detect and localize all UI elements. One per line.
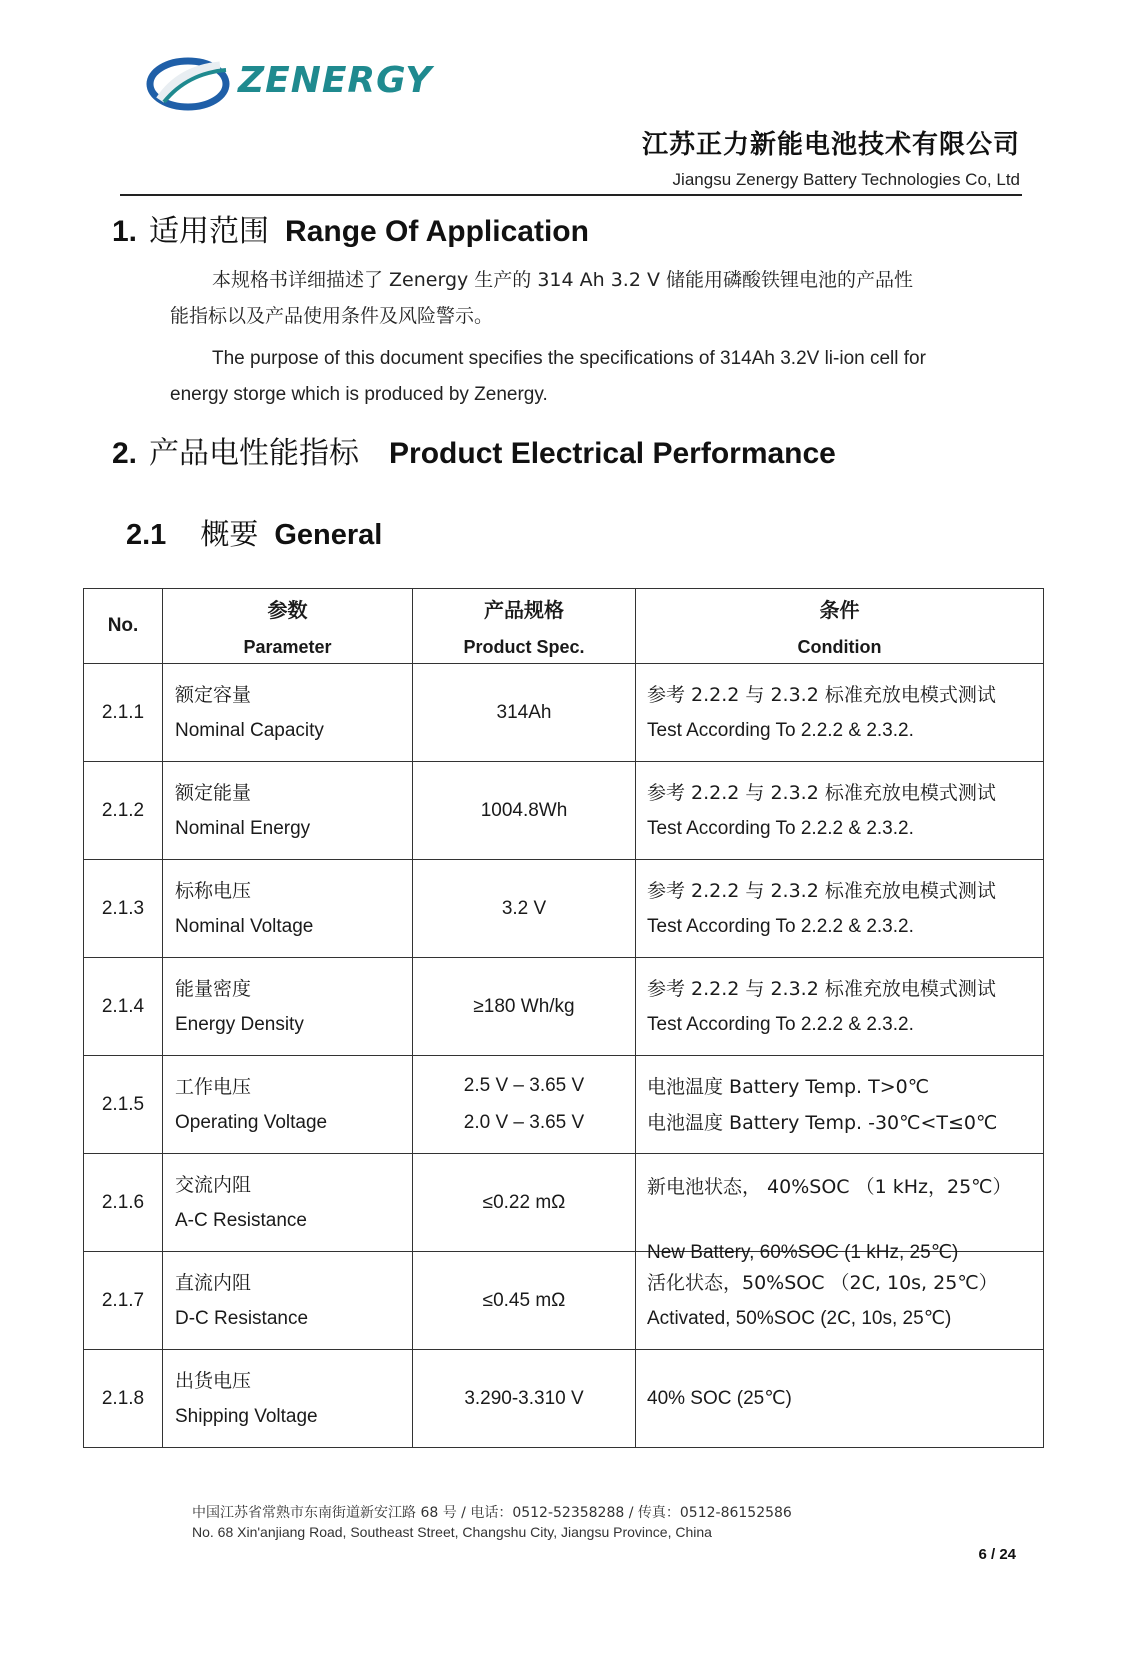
condition-cell: 电池温度 Battery Temp. T>0℃ 电池温度 Battery Temp. -30℃<T≤0℃ [636, 1056, 1044, 1154]
spec-cell: 2.5 V – 3.65 V 2.0 V – 3.65 V [413, 1056, 636, 1154]
company-name-en: Jiangsu Zenergy Battery Technologies Co, Ltd [672, 170, 1020, 189]
zenergy-swirl-icon [146, 56, 234, 112]
spec-cell: ≤0.45 mΩ [413, 1252, 636, 1350]
section-title-en: Range Of Application [285, 215, 589, 248]
footer-address-en: No. 68 Xin'anjiang Road, Southeast Street, Changshu City, Jiangsu Province, China [192, 1524, 712, 1540]
section-title-cn: 适用范围 [149, 214, 270, 249]
header-divider [120, 194, 1022, 196]
section-1-heading [112, 206, 589, 250]
row-number: 2.1.6 [84, 1154, 163, 1252]
header-parameter: 参数 Parameter [163, 589, 413, 664]
parameter-cell: 交流内阻 A-C Resistance [163, 1154, 413, 1252]
spec-cell: 3.290-3.310 V [413, 1350, 636, 1448]
parameter-cell: 标称电压 Nominal Voltage [163, 860, 413, 958]
table-header-row [84, 589, 1044, 664]
intro-paragraph-cn [170, 262, 970, 334]
parameter-cell: 直流内阻 D-C Resistance [163, 1252, 413, 1350]
row-number: 2.1.4 [84, 958, 163, 1056]
condition-cell: 参考 2.2.2 与 2.3.2 标准充放电模式测试 Test According To 2.2.2 & 2.3.2. [636, 958, 1044, 1056]
row-number: 2.1.2 [84, 762, 163, 860]
section-title-cn: 产品电性能指标 [149, 436, 360, 471]
intro-cn-line-1: 本规格书详细描述了 Zenergy 生产的 314 Ah 3.2 V 储能用磷酸铁锂电池的产品性 [212, 269, 914, 291]
footer-address-cn: 中国江苏省常熟市东南街道新安江路 68 号 / 电话：0512-52358288 / 传真：0512-86152586 [192, 1505, 792, 1521]
parameter-cell: 额定容量 Nominal Capacity [163, 664, 413, 762]
spec-cell: 1004.8Wh [413, 762, 636, 860]
row-number: 2.1.1 [84, 664, 163, 762]
section-2-1-heading [126, 512, 382, 553]
parameter-cell: 能量密度 Energy Density [163, 958, 413, 1056]
section-number: 2. [112, 437, 138, 470]
section-title-en: Product Electrical Performance [389, 437, 836, 470]
spec-cell: 3.2 V [413, 860, 636, 958]
table-row [84, 762, 1044, 860]
condition-cell: 活化状态，50%SOC （2C, 10s, 25℃） Activated, 50%SOC (2C, 10s, 25℃) [636, 1252, 1044, 1350]
spec-cell: 314Ah [413, 664, 636, 762]
header-product-spec: 产品规格 Product Spec. [413, 589, 636, 664]
subsection-title-en: General [274, 519, 383, 551]
table-row [84, 1350, 1044, 1448]
condition-cell: 参考 2.2.2 与 2.3.2 标准充放电模式测试 Test According To 2.2.2 & 2.3.2. [636, 664, 1044, 762]
spec-table [83, 588, 1044, 1448]
row-number: 2.1.3 [84, 860, 163, 958]
page-number: 6 / 24 [978, 1546, 1016, 1563]
table-row [84, 958, 1044, 1056]
spec-cell: ≥180 Wh/kg [413, 958, 636, 1056]
row-number: 2.1.7 [84, 1252, 163, 1350]
subsection-number: 2.1 [126, 519, 167, 551]
condition-cell: 新电池状态， 40%SOC （1 kHz，25℃） New Battery, 60%SOC (1 kHz, 25℃) [636, 1154, 1044, 1252]
intro-en-line-1: The purpose of this document specifies the specifications of 314Ah 3.2V li-ion cell for [212, 348, 926, 369]
intro-paragraph-en [170, 341, 970, 413]
table-row [84, 860, 1044, 958]
condition-cell: 40% SOC (25℃) [636, 1350, 1044, 1448]
parameter-cell: 额定能量 Nominal Energy [163, 762, 413, 860]
header-condition: 条件 Condition [636, 589, 1044, 664]
section-2-heading [112, 428, 836, 472]
row-number: 2.1.8 [84, 1350, 163, 1448]
company-name-cn: 江苏正力新能电池技术有限公司 [641, 130, 1020, 160]
condition-cell: 参考 2.2.2 与 2.3.2 标准充放电模式测试 Test According To 2.2.2 & 2.3.2. [636, 860, 1044, 958]
subsection-title-cn: 概要 [200, 517, 259, 551]
table-row [84, 1154, 1044, 1252]
header-no: No. [84, 589, 163, 664]
company-logo [146, 56, 466, 114]
parameter-cell: 出货电压 Shipping Voltage [163, 1350, 413, 1448]
spec-cell: ≤0.22 mΩ [413, 1154, 636, 1252]
section-number: 1. [112, 215, 138, 248]
row-number: 2.1.5 [84, 1056, 163, 1154]
logo-wordmark: ZENERGY [238, 60, 433, 101]
table-row [84, 664, 1044, 762]
condition-cell: 参考 2.2.2 与 2.3.2 标准充放电模式测试 Test According To 2.2.2 & 2.3.2. [636, 762, 1044, 860]
intro-cn-line-2: 能指标以及产品使用条件及风险警示。 [170, 305, 494, 327]
table-row [84, 1056, 1044, 1154]
table-row [84, 1252, 1044, 1350]
parameter-cell: 工作电压 Operating Voltage [163, 1056, 413, 1154]
intro-en-line-2: energy storge which is produced by Zenergy. [170, 384, 548, 405]
